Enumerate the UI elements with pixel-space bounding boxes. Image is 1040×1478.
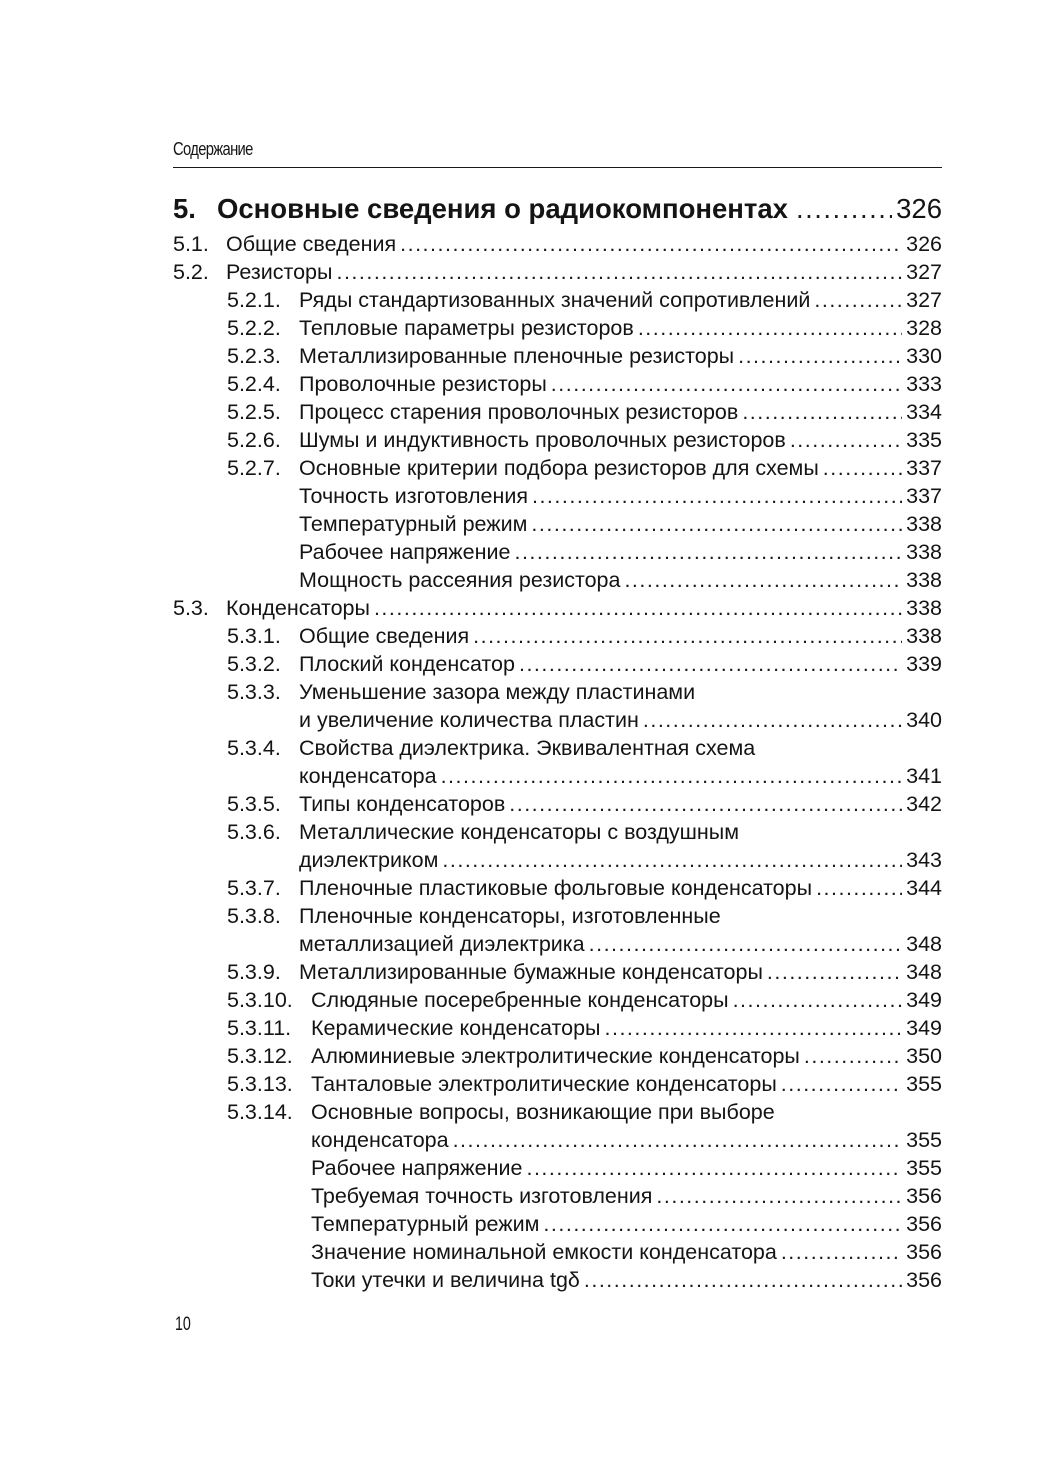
entry-page: 356 [906, 1184, 942, 1208]
toc-subentry[interactable] [173, 1210, 942, 1238]
entry-title: Свойства диэлектрика. Эквивалентная схема [299, 736, 756, 760]
entry-number: 5.2.1. [227, 288, 281, 312]
toc-subentry[interactable] [173, 566, 942, 594]
entry-title: Типы конденсаторов [299, 792, 506, 816]
dot-leader [767, 958, 902, 986]
entry-title: Мощность рассеяния резистора [299, 568, 621, 592]
dot-leader [804, 1042, 902, 1070]
entry-title: Металлизированные бумажные конденсаторы [299, 960, 763, 984]
entry-title-cont: конденсатора [299, 764, 437, 788]
entry-title: Температурный режим [299, 512, 528, 536]
entry-page: 342 [906, 792, 942, 816]
entry-title: Общие сведения [299, 624, 470, 648]
entry-page: 348 [906, 932, 942, 956]
toc-entry[interactable] [173, 622, 942, 650]
toc-entry-continuation[interactable] [173, 846, 942, 874]
dot-leader [605, 1014, 903, 1042]
entry-number: 5.3.1. [227, 624, 281, 648]
entry-title: Процесс старения проволочных резисторов [299, 400, 739, 424]
entry-number: 5.3.5. [227, 792, 281, 816]
dot-leader [656, 1182, 902, 1210]
header-rule [173, 167, 942, 168]
entry-page: 355 [906, 1072, 942, 1096]
dot-leader [790, 426, 902, 454]
entry-page: 343 [906, 848, 942, 872]
toc-entry[interactable] [173, 314, 942, 342]
toc-entry[interactable] [173, 258, 942, 286]
entry-number: 5.3.2. [227, 652, 281, 676]
dot-leader [738, 342, 902, 370]
dot-leader [551, 370, 902, 398]
entry-page: 356 [906, 1240, 942, 1264]
dot-leader [643, 706, 902, 734]
entry-number: 5.3.10. [227, 988, 293, 1012]
toc-entry[interactable] [173, 958, 942, 986]
entry-page: 326 [906, 232, 942, 256]
entry-title: Уменьшение зазора между пластинами [299, 680, 696, 704]
dot-leader [781, 1070, 902, 1098]
entry-number: 5.3.3. [227, 680, 281, 704]
toc-entry[interactable] [173, 1098, 942, 1126]
entry-title: Пленочные конденсаторы, изготовленные [299, 904, 721, 928]
toc-subentry[interactable] [173, 1238, 942, 1266]
running-head-title: Содержание [173, 139, 253, 159]
entry-title: Слюдяные посеребренные конденсаторы [311, 988, 729, 1012]
toc-entry[interactable] [173, 818, 942, 846]
entry-page: 350 [906, 1044, 942, 1068]
entry-page: 355 [906, 1128, 942, 1152]
entry-title: Резисторы [226, 260, 333, 284]
entry-page: 333 [906, 372, 942, 396]
entry-number: 5.1. [173, 232, 209, 256]
dot-leader [823, 454, 902, 482]
entry-title: Металлические конденсаторы с воздушным [299, 820, 740, 844]
entry-page: 334 [906, 400, 942, 424]
dot-leader [441, 762, 903, 790]
entry-number: 5.2. [173, 260, 209, 284]
entry-number: 5.2.7. [227, 456, 281, 480]
entry-page: 338 [906, 568, 942, 592]
entry-number: 5.3.9. [227, 960, 281, 984]
toc-subentry[interactable] [173, 1182, 942, 1210]
entry-page: 335 [906, 428, 942, 452]
dot-leader [733, 986, 903, 1014]
dot-leader [638, 314, 902, 342]
entry-number: 5.2.5. [227, 400, 281, 424]
entry-title: Металлизированные пленочные резисторы [299, 344, 735, 368]
entry-title-cont: конденсатора [311, 1128, 449, 1152]
toc-entry[interactable] [173, 874, 942, 902]
chapter-number: 5. [173, 193, 196, 224]
entry-number: 5.3.6. [227, 820, 281, 844]
entry-page: 327 [906, 288, 942, 312]
entry-page: 327 [906, 260, 942, 284]
dot-leader [473, 622, 902, 650]
entry-title: Значение номинальной емкости конденсатора [311, 1240, 777, 1264]
entry-page: 341 [906, 764, 942, 788]
dot-leader [400, 230, 902, 258]
chapter-title: Основные сведения о радиокомпонентах [217, 193, 788, 224]
dot-leader [374, 594, 902, 622]
dot-leader [742, 398, 902, 426]
entry-title: Точность изготовления [299, 484, 528, 508]
toc-entry-continuation[interactable] [173, 1126, 942, 1154]
toc-entry[interactable] [173, 594, 942, 622]
toc-subentry[interactable] [173, 482, 942, 510]
entry-title: Общие сведения [226, 232, 397, 256]
entry-number: 5.3.12. [227, 1044, 293, 1068]
dot-leader [453, 1126, 903, 1154]
entry-number: 5.2.3. [227, 344, 281, 368]
toc-entry[interactable] [173, 650, 942, 678]
entry-title: Требуемая точность изготовления [311, 1184, 653, 1208]
entry-page: 340 [906, 708, 942, 732]
entry-page: 330 [906, 344, 942, 368]
entry-number: 5.2.2. [227, 316, 281, 340]
entry-title: Основные вопросы, возникающие при выборе [311, 1100, 775, 1124]
entry-page: 337 [906, 484, 942, 508]
page-number: 10 [175, 1314, 191, 1335]
dot-leader [336, 258, 902, 286]
entry-page: 338 [906, 540, 942, 564]
entry-number: 5.3. [173, 596, 209, 620]
entry-title: Плоский конденсатор [299, 652, 515, 676]
entry-title: Температурный режим [311, 1212, 540, 1236]
dot-leader [514, 538, 902, 566]
entry-page: 328 [906, 316, 942, 340]
entry-title: Рабочее напряжение [299, 540, 511, 564]
toc-entry-continuation[interactable] [173, 930, 942, 958]
entry-number: 5.3.4. [227, 736, 281, 760]
entry-number: 5.2.6. [227, 428, 281, 452]
entry-page: 337 [906, 456, 942, 480]
dot-leader [543, 1210, 902, 1238]
entry-title-cont: диэлектриком [299, 848, 439, 872]
toc-subentry[interactable] [173, 510, 942, 538]
entry-title: Керамические конденсаторы [311, 1016, 601, 1040]
entry-number: 5.3.11. [227, 1016, 292, 1040]
dot-leader [509, 790, 902, 818]
dot-leader [624, 566, 902, 594]
toc-entry[interactable] [173, 734, 942, 762]
toc-entry[interactable] [173, 1042, 942, 1070]
toc-entry[interactable] [173, 230, 942, 258]
entry-number: 5.3.8. [227, 904, 281, 928]
entry-title: Шумы и индуктивность проволочных резисторов [299, 428, 786, 452]
entry-page: 355 [906, 1156, 942, 1180]
chapter-page: 326 [896, 193, 942, 224]
dot-leader [531, 510, 902, 538]
toc-entry[interactable] [173, 678, 942, 706]
dot-leader [519, 650, 902, 678]
dot-leader [589, 930, 903, 958]
entry-title: Танталовые электролитические конденсаторы [311, 1072, 777, 1096]
entry-page: 356 [906, 1212, 942, 1236]
entry-number: 5.3.14. [227, 1100, 293, 1124]
entry-title: Основные критерии подбора резисторов для схемы [299, 456, 819, 480]
entry-title: Пленочные пластиковые фольговые конденсаторы [299, 876, 813, 900]
entry-number: 5.3.13. [227, 1072, 293, 1096]
dot-leader [816, 874, 902, 902]
toc-entry-continuation[interactable] [173, 706, 942, 734]
dot-leader [584, 1266, 902, 1294]
toc-entry[interactable] [173, 342, 942, 370]
toc-entry[interactable] [173, 426, 942, 454]
entry-title: Токи утечки и величина tgδ [311, 1268, 580, 1292]
toc-entry[interactable] [173, 370, 942, 398]
entry-title: Рабочее напряжение [311, 1156, 523, 1180]
dot-leader [796, 188, 892, 230]
toc-subentry[interactable] [173, 538, 942, 566]
dot-leader [526, 1154, 902, 1182]
dot-leader [532, 482, 902, 510]
entry-page: 348 [906, 960, 942, 984]
entry-title-cont: металлизацией диэлектрика [299, 932, 585, 956]
toc-chapter-heading[interactable] [173, 188, 942, 230]
entry-page: 349 [906, 1016, 942, 1040]
entry-number: 5.3.7. [227, 876, 281, 900]
toc-entry[interactable] [173, 902, 942, 930]
toc-entry[interactable] [173, 454, 942, 482]
entry-page: 338 [906, 512, 942, 536]
toc-subentry[interactable] [173, 1266, 942, 1294]
toc-entry[interactable] [173, 986, 942, 1014]
toc-entry[interactable] [173, 1070, 942, 1098]
toc-entry[interactable] [173, 398, 942, 426]
toc-entry[interactable] [173, 790, 942, 818]
toc-entry[interactable] [173, 286, 942, 314]
entry-number: 5.2.4. [227, 372, 281, 396]
entry-title: Ряды стандартизованных значений сопротивлений [299, 288, 811, 312]
entry-page: 344 [906, 876, 942, 900]
entry-page: 338 [906, 624, 942, 648]
entry-title: Конденсаторы [226, 596, 370, 620]
entry-page: 339 [906, 652, 942, 676]
toc-subentry[interactable] [173, 1154, 942, 1182]
entry-title: Проволочные резисторы [299, 372, 547, 396]
table-of-contents [173, 188, 942, 1294]
toc-entry-continuation[interactable] [173, 762, 942, 790]
entry-page: 338 [906, 596, 942, 620]
toc-entry[interactable] [173, 1014, 942, 1042]
entry-title: Алюминиевые электролитические конденсаторы [311, 1044, 800, 1068]
dot-leader [442, 846, 902, 874]
entry-title: Тепловые параметры резисторов [299, 316, 634, 340]
dot-leader [814, 286, 902, 314]
entry-page: 349 [906, 988, 942, 1012]
entry-page: 356 [906, 1268, 942, 1292]
entry-title-cont: и увеличение количества пластин [299, 708, 639, 732]
dot-leader [781, 1238, 902, 1266]
